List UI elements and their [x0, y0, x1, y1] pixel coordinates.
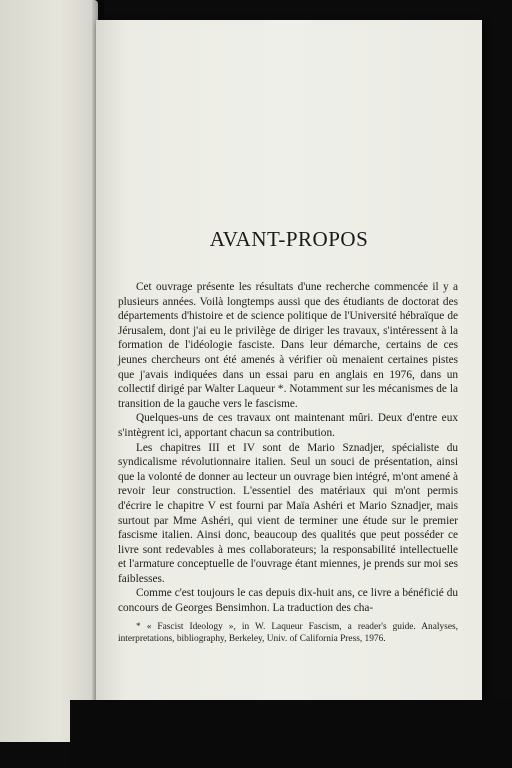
paragraph: Les chapitres III et IV sont de Mario Sznadjer, spécialiste du syndicalisme révolutionnaire italien. Seul un souci de présentation, ainsi que la volonté de donner au lecteur un ouvrage bien intégré, m'ont amené à revoir leur construction. L'essentiel des matériaux qui m'ont permis d'écrire le chapitre V est fourni par Maïa Ashéri et Mario Sznadjer, mais surtout par Mme Ashéri, qui vient de terminer une étude sur le premier fascisme italien. Ainsi donc, beaucoup des qualités que peut posséder ce livre sont redevables à mes collaborateurs; la responsabilité intellectuelle et l'armature conceptuelle de l'ouvrage étant miennes, je prends sur moi ses faiblesses. — [118, 441, 458, 585]
background-surface — [70, 700, 512, 768]
left-page — [0, 0, 98, 742]
paragraph: Comme c'est toujours le cas depuis dix-huit ans, ce livre a bénéficié du concours de Georges Bensimhon. La traduction des cha- — [118, 587, 458, 615]
paragraph: Cet ouvrage présente les résultats d'une recherche commencée il y a plusieurs années. Voilà longtemps aussi que des étudiants de doctorat des départements d'histoire et de science politique de l'Université hébraïque de Jérusalem, dont j'ai eu le privilège de diriger les travaux, s'intéressent à la formation de l'idéologie fasciste. Dans leur démarche, certains de ces jeunes chercheurs ont été amenés à vérifier où menaient certaines pistes que j'avais indiquées dans un essai paru en anglais en 1976, dans un collectif dirigé par Walter Laqueur *. Notamment sur les mécanismes de la transition de la gauche vers le fascisme. — [118, 281, 458, 410]
book-page — [96, 20, 482, 702]
paragraph: Quelques-uns de ces travaux ont maintenant mûri. Deux d'entre eux s'intègrent ici, apportant chacun sa contribution. — [118, 412, 458, 439]
body-text — [118, 280, 458, 616]
footnote: * « Fascist Ideology », in W. Laqueur Fascism, a reader's guide. Analyses, interpretations, bibliography, Berkeley, Univ. of California Press, 1976. — [118, 622, 458, 644]
page-title: AVANT-PROPOS — [209, 227, 369, 251]
